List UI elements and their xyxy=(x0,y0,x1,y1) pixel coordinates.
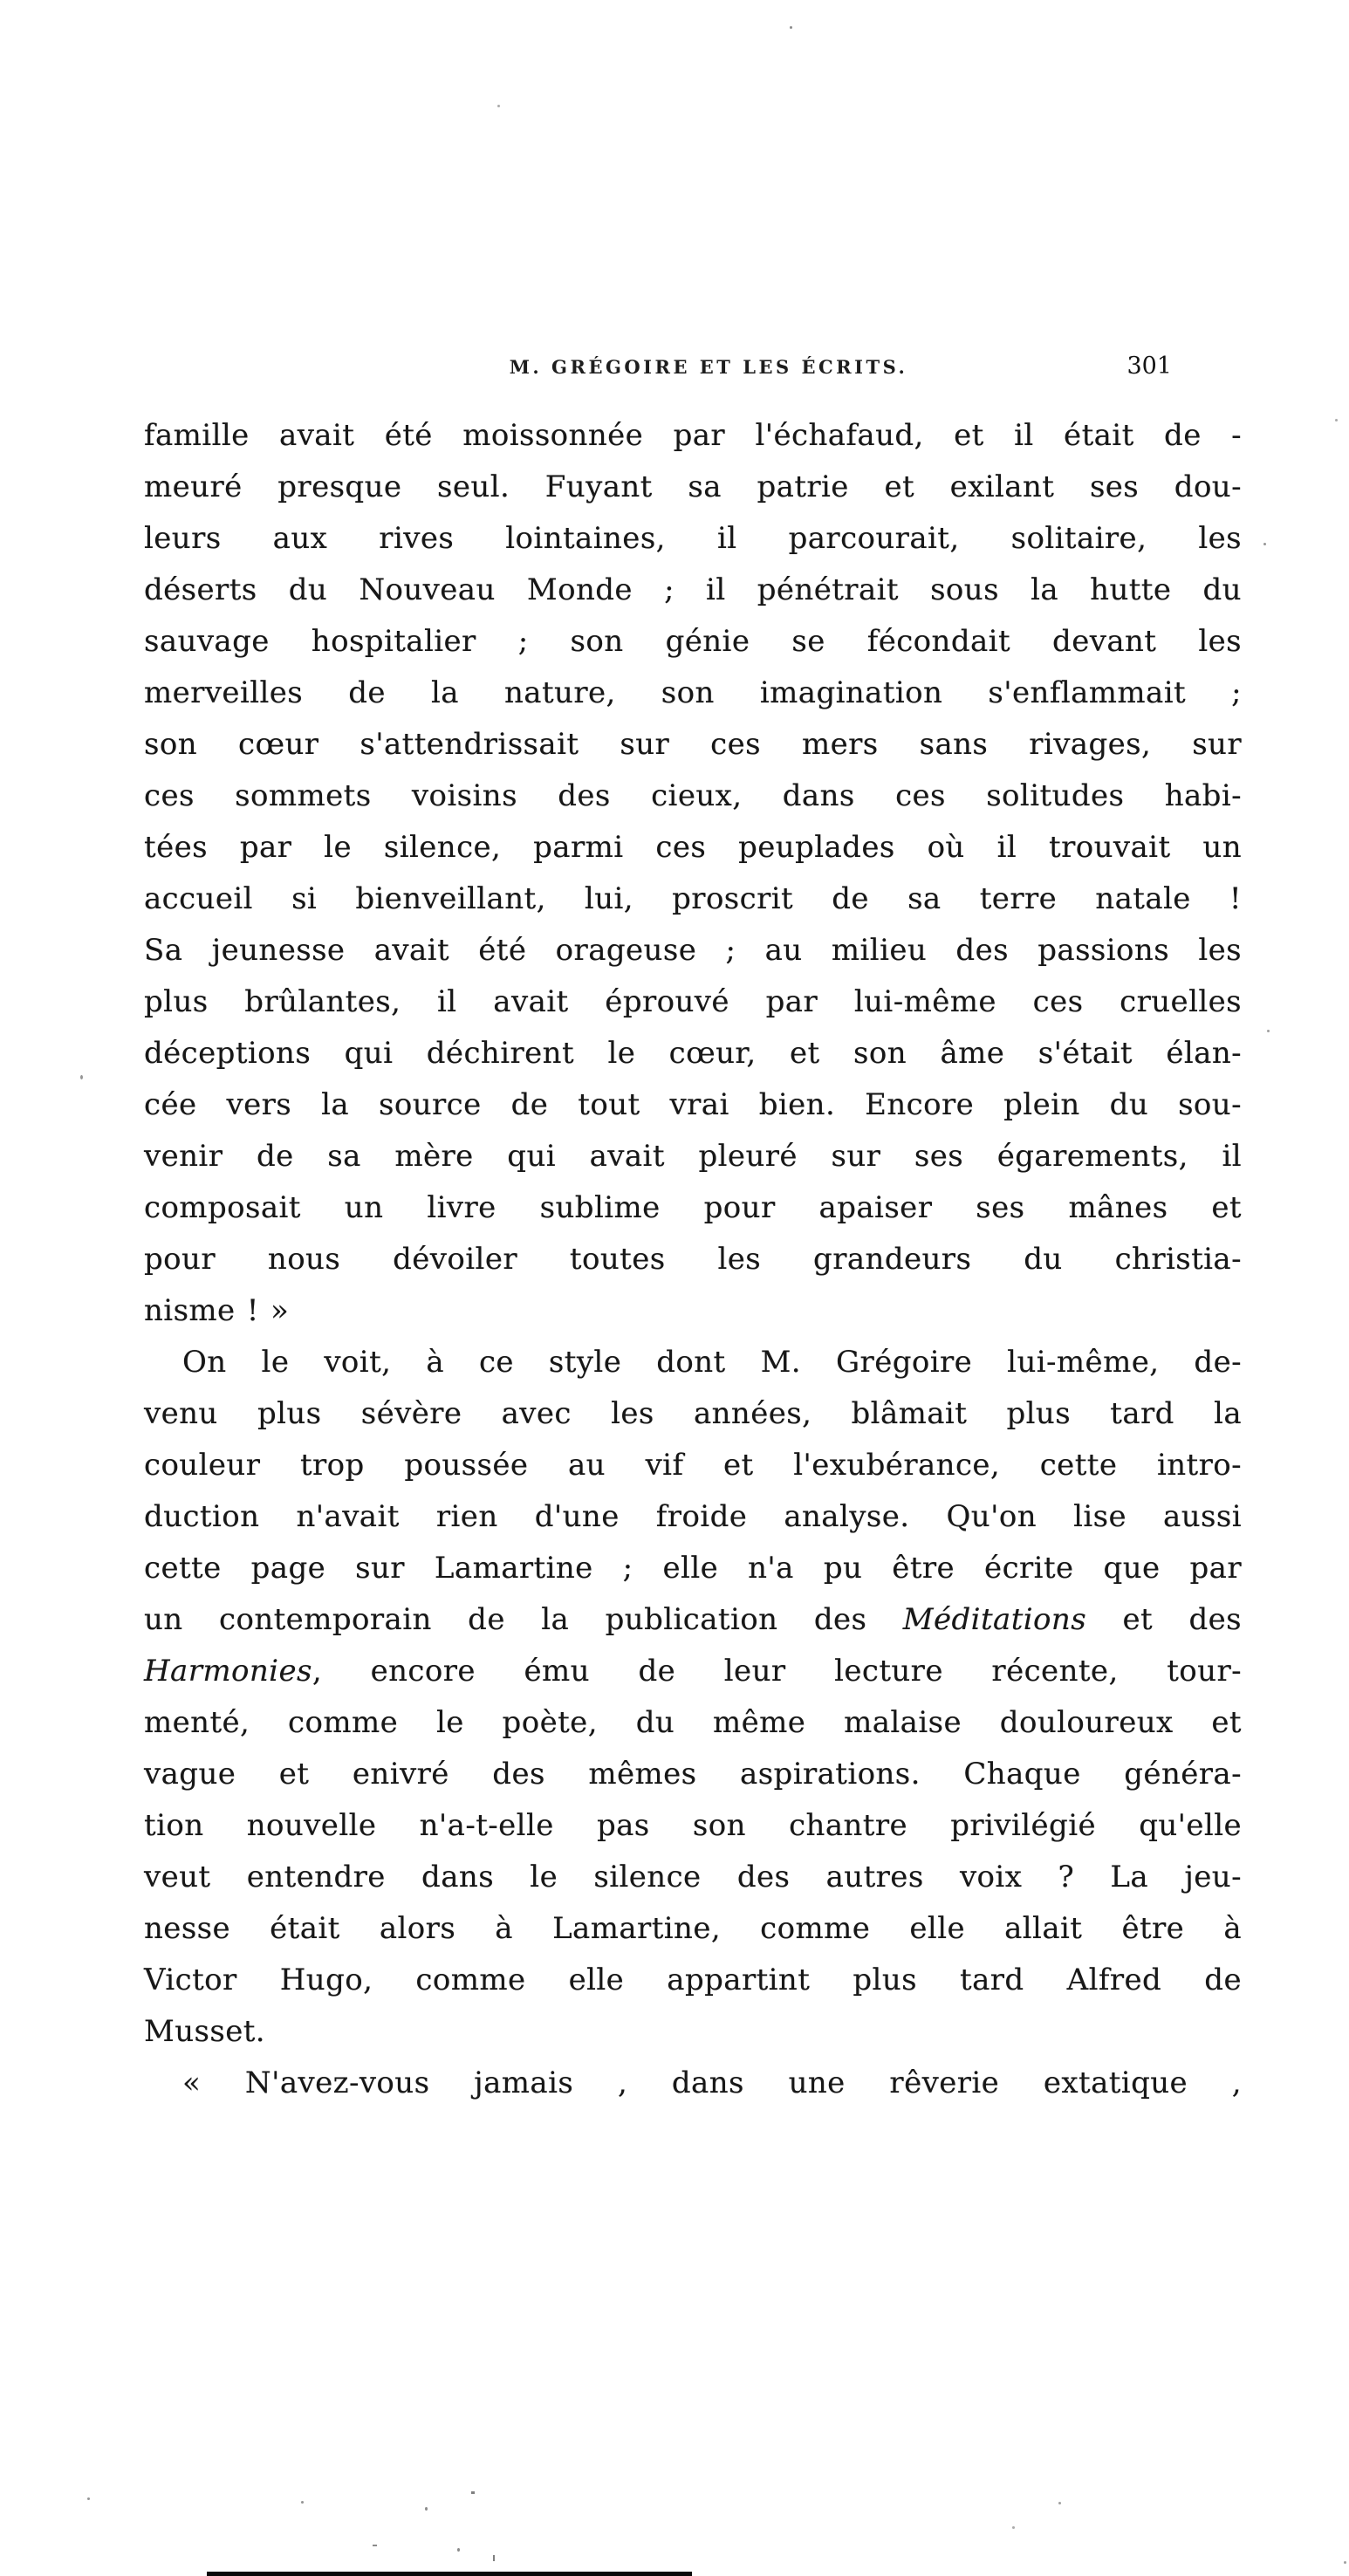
scan-speck xyxy=(1263,543,1266,545)
running-head xyxy=(144,353,1242,391)
running-head-title: M. GRÉGOIRE ET LES ÉCRITS. xyxy=(509,356,908,378)
text-line: ces sommets voisins des cieux, dans ces solitudes habi- xyxy=(144,778,1242,813)
scan-speck xyxy=(1344,2561,1346,2564)
scan-speck xyxy=(497,105,500,107)
text-line: tion nouvelle n'a-t-elle pas son chantre privilégié qu'elle xyxy=(144,1808,1242,1843)
text-line: meuré presque seul. Fuyant sa patrie et exilant ses dou- xyxy=(144,469,1242,504)
text-segment: , encore ému de leur lecture récente, tour- xyxy=(312,1654,1242,1689)
text-line: menté, comme le poète, du même malaise douloureux et xyxy=(144,1705,1242,1740)
text-line: composait un livre sublime pour apaiser ses mânes et xyxy=(144,1190,1242,1225)
text-line: famille avait été moissonnée par l'échafaud, et il était de - xyxy=(144,418,1242,453)
text-line: accueil si bienveillant, lui, proscrit de sa terre natale ! xyxy=(144,881,1242,916)
text-segment: et des xyxy=(1086,1602,1242,1637)
scan-speck xyxy=(87,2497,90,2500)
scan-speck xyxy=(1335,419,1338,421)
text-line: nesse était alors à Lamartine, comme elle allait être à xyxy=(144,1911,1242,1946)
page-number: 301 xyxy=(1126,353,1172,380)
text-line xyxy=(144,1594,1242,1646)
text-line: cée vers la source de tout vrai bien. Encore plein du sou- xyxy=(144,1087,1242,1122)
text-line: déceptions qui déchirent le cœur, et son âme s'était élan- xyxy=(144,1036,1242,1071)
text-line: vague et enivré des mêmes aspirations. Chaque généra- xyxy=(144,1757,1242,1792)
page-body xyxy=(144,410,1242,2109)
text-line: cette page sur Lamartine ; elle n'a pu être écrite que par xyxy=(144,1551,1242,1586)
text-line: pour nous dévoiler toutes les grandeurs du christia- xyxy=(144,1242,1242,1277)
scan-speck xyxy=(301,2501,304,2504)
text-line: déserts du Nouveau Monde ; il pénétrait sous la hutte du xyxy=(144,572,1242,607)
text-line: merveilles de la nature, son imagination s'enflammait ; xyxy=(144,675,1242,710)
scan-speck xyxy=(790,26,792,29)
text-line: son cœur s'attendrissait sur ces mers sans rivages, sur xyxy=(144,727,1242,762)
scan-speck xyxy=(1058,2502,1061,2504)
scan-artifact-line xyxy=(207,2572,692,2576)
text-line: Sa jeunesse avait été orageuse ; au milieu des passions les xyxy=(144,933,1242,968)
text-segment: un contemporain de la publication des xyxy=(144,1602,903,1637)
text-line: venir de sa mère qui avait pleuré sur ses égarements, il xyxy=(144,1139,1242,1174)
text-line: duction n'avait rien d'une froide analyse. Qu'on lise aussi xyxy=(144,1499,1242,1534)
text-line: Victor Hugo, comme elle appartint plus tard Alfred de xyxy=(144,1963,1242,1997)
scan-speck xyxy=(80,1075,83,1079)
scan-speck xyxy=(493,2555,495,2561)
scan-speck xyxy=(373,2545,377,2546)
scan-speck xyxy=(1012,2526,1015,2529)
italic-title: Harmonies xyxy=(144,1654,312,1689)
text-line: veut entendre dans le silence des autres voix ? La jeu- xyxy=(144,1860,1242,1894)
text-line: couleur trop poussée au vif et l'exubérance, cette intro- xyxy=(144,1448,1242,1483)
scan-speck xyxy=(425,2507,428,2511)
text-line: sauvage hospitalier ; son génie se fécondait devant les xyxy=(144,624,1242,659)
text-line: plus brûlantes, il avait éprouvé par lui-même ces cruelles xyxy=(144,984,1242,1019)
text-line: nisme ! » xyxy=(144,1293,290,1328)
text-line: leurs aux rives lointaines, il parcourait, solitaire, les xyxy=(144,521,1242,556)
text-line: tées par le silence, parmi ces peuplades où il trouvait un xyxy=(144,830,1242,865)
italic-title: Méditations xyxy=(902,1602,1087,1637)
text-line: Musset. xyxy=(144,2014,265,2049)
scan-speck xyxy=(457,2548,460,2552)
text-line: On le voit, à ce style dont M. Grégoire lui-même, de- xyxy=(182,1345,1242,1380)
text-line xyxy=(144,1646,1242,1697)
scan-speck xyxy=(471,2491,475,2494)
scan-speck xyxy=(1267,1030,1270,1032)
text-line: « N'avez-vous jamais , dans une rêverie extatique , xyxy=(182,2066,1242,2100)
text-line: venu plus sévère avec les années, blâmait plus tard la xyxy=(144,1396,1242,1431)
